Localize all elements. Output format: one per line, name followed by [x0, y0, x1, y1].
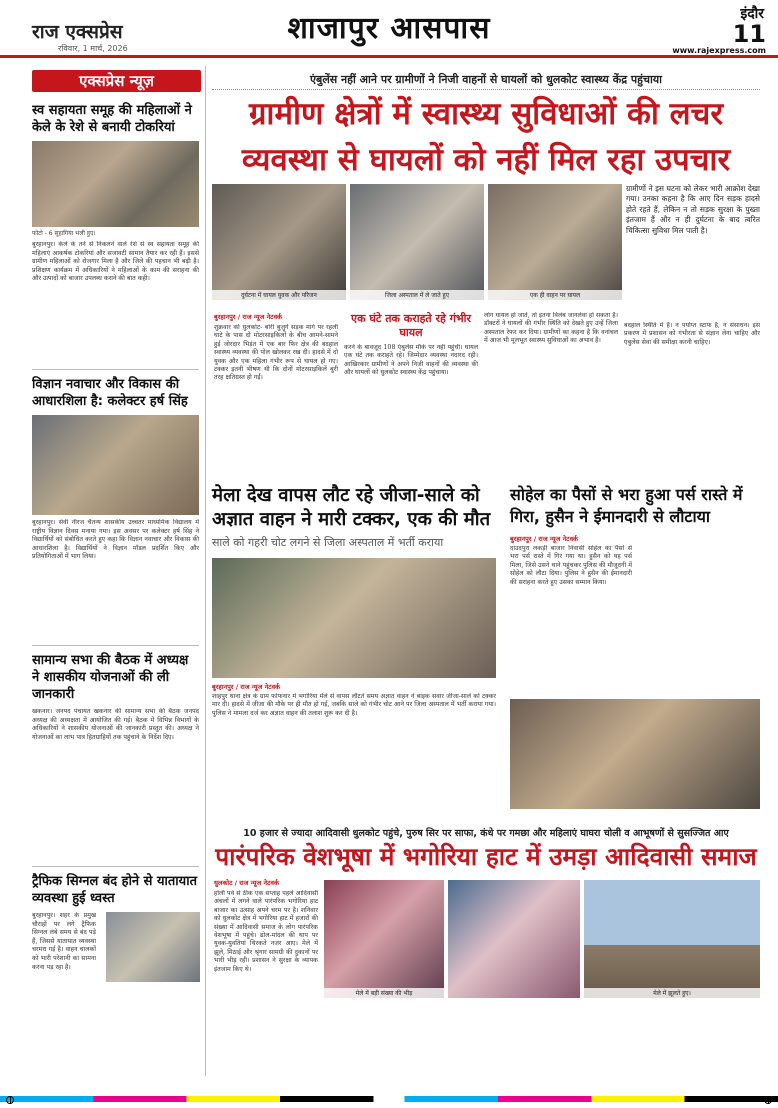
- story-jija-sale: [212, 484, 496, 797]
- lead-sidebar-text: ग्रामीणों ने इस घटना को लेकर भारी आक्रोश देखा गया। उनका कहना है कि आए दिन सड़क हादसे होते रहते हैं, लेकिन न तो सड़क सुरक्षा के पुख्ता इंतजाम हैं और न ही दुर्घटना के बाद त्वरित चिकित्सा सुविधा मिल पाती है।: [626, 184, 760, 314]
- lead-body-col-2: करने के बावजूद 108 एंबुलेंस मौके पर नहीं पहुंची। घायल एक घंटे तक कराहते रहे। जिम्मेदार व्यवस्था नदारद रही। आखिरकार ग्रामीणों ने अपने निजी वाहनों की व्यवस्था की और घायलों को धुलकोट स्वास्थ्य केंद्र पहुंचाया।: [344, 344, 478, 377]
- registration-mark: [6, 1096, 14, 1104]
- left-story-3: [32, 652, 205, 858]
- story-body: बुरहानपुर। सेवी नीरज चैतन्य शासकीय उच्चतर माध्यमिक विद्यालय में राष्ट्रीय विज्ञान दिवस मनाया गया। इस अवसर पर कलेक्टर हर्ष सिंह ने विद्यार्थियों को संबोधित करते हुए कहा कि विज्ञान नवाचार और विकास की आधारशिला है। विद्यार्थियों ने विज्ञान मॉडल प्रदर्शित किए और प्रतियोगिताओं में भाग लिया।: [32, 519, 199, 561]
- lead-photo-1: [212, 184, 346, 300]
- photo-caption: दुर्घटना में घायल युवक और परिजन: [212, 290, 346, 300]
- color-registration-bar: [0, 1096, 778, 1102]
- story-headline: ट्रैफिक सिग्नल बंद होने से यातायात व्यवस्था हुई ध्वस्त: [32, 874, 197, 906]
- lead-kicker: एंबुलेंस नहीं आने पर ग्रामीणों ने निजी वाहनों से घायलों को धुलकोट स्वास्थ्य केंद्र पहुंचाया: [212, 64, 760, 90]
- photo-caption: जिला अस्पताल में ले जाते हुए: [350, 290, 484, 300]
- story-headline: सोहेल का पैसों से भरा हुआ पर्स रास्ते में गिरा, हुसैन ने ईमानदारी से लौटाया: [510, 485, 743, 526]
- story-headline: मेला देख वापस लौट रहे जीजा-साले को अज्ञात वाहन ने मारी टक्कर, एक की मौत: [212, 485, 491, 530]
- story-headline: सामान्य सभा की बैठक में अध्यक्ष ने शासकीय योजनाओं की ली जानकारी: [32, 653, 189, 702]
- story-spacer: [638, 545, 760, 695]
- lead-subhead: एक घंटे तक कराहते रहे गंभीर घायल: [351, 312, 471, 339]
- story-deck: साले को गहरी चोट लगने से जिला अस्पताल में भर्ती कराया: [212, 536, 444, 549]
- lead-headline-line-1: ग्रामीण क्षेत्रों में स्वास्थ्य सुविधाओं की लचर: [248, 96, 724, 132]
- left-story-2: [32, 376, 205, 637]
- story-body: दाउदपुरा लकड़ी बाजार निवासी सोहेल का पैसों से भरा पर्स रास्ते में गिर गया था। हुसैन को यह पर्स मिला, जिसे उसने थाने पहुंचकर पुलिस की मौजूदगी में सोहेल को लौटा दिया। पुलिस ने हुसैन की ईमानदारी की सराहना करते हुए उसका सम्मान किया।: [510, 545, 632, 586]
- lead-photo-2: [350, 184, 484, 300]
- photo-caption: मेले में बड़ी संख्या की भीड़: [324, 988, 444, 998]
- story-purse-returned: [510, 484, 760, 809]
- bhagoria-headline: पारंपरिक वेशभूषा में भगोरिया हाट में उमड़ा आदिवासी समाज: [215, 842, 757, 871]
- story-body: शाहपुर थाना क्षेत्र के ग्राम फोफनार में भगोरिया मेले से वापस लौटते समय अज्ञात वाहन ने बाइक सवार जीजा-साले को टक्कर मार दी। हादसे में जीजा की मौके पर ही मौत हो गई, जबकि साले को गंभीर चोट आने पर जिला अस्पताल में भर्ती कराया गया। पुलिस ने मामला दर्ज कर अज्ञात वाहन की तलाश शुरू कर दी है।: [212, 693, 496, 717]
- page-number: 11: [732, 20, 766, 48]
- registration-mark: [764, 1096, 772, 1104]
- masthead: [0, 0, 778, 58]
- bhagoria-byline: धुलकोट / राज न्यूज नेटवर्क: [214, 879, 279, 887]
- left-story-1: [32, 102, 205, 361]
- left-news-column: [32, 66, 206, 1076]
- lead-body-col-1: शुक्रवार को धुलकोट- बोरी बुजुर्ग सड़क मार्ग पर रहली घाटे के पास दो मोटरसाइकिलों के बीच आमने-सामने हुई जोरदार भिड़ंत में एक बार फिर क्षेत्र की बदहाल स्वास्थ्य व्यवस्था की पोल खोलकर रख दी। हादसे में दो युवक और एक महिला गंभीर रूप से घायल हो गए। टक्कर इतनी भीषण थी कि दोनों मोटरसाइकिलें बुरी तरह क्षतिग्रस्त हो गईं।: [214, 324, 338, 382]
- bhagoria-body: होली पर्व से ठीक एक सप्ताह पहले आदिवासी अंचलों में लगने वाले पारंपरिक भगोरिया हाट बाजार का उत्साह अपने चरम पर है। शनिवार को धुलकोट क्षेत्र में भगोरिया हाट में हजारों की संख्या में आदिवासी समाज के लोग पारंपरिक वेशभूषा में पहुंचे। ढोल-मांदल की थाप पर युवक-युवतियां थिरकते नजर आए। मेले में झूले, मिठाई और श्रृंगार सामग्री की दुकानों पर भारी भीड़ रही। प्रशासन ने सुरक्षा के व्यापक इंतजाम किए थे।: [214, 890, 318, 973]
- photo-caption: एक ही वाहन पर घायल: [488, 290, 622, 300]
- section-label: एक्सप्रेस न्यूज़: [32, 70, 201, 92]
- divider: [32, 866, 199, 867]
- page-title: शाजापुर आसपास: [287, 11, 491, 46]
- divider: [32, 369, 199, 370]
- edition-city: इंदौर: [740, 6, 764, 22]
- bhagoria-kicker: 10 हजार से ज्यादा आदिवासी धुलकोट पहुंचे, पुरुष सिर पर साफा, कंधे पर गमछा और महिलाएं घाघरा चोली व आभूषणों से सुसज्जित आए: [243, 828, 729, 839]
- lead-subhead-box: [344, 310, 478, 474]
- edition-date: रविवार, 1 मार्च, 2026: [58, 44, 128, 53]
- story-byline: बुरहानपुर / राज न्यूज नेटवर्क: [212, 683, 281, 691]
- story-body: खकनार। जनपद पंचायत खकनार की सामान्य सभा की बैठक जनपद अध्यक्ष की अध्यक्षता में आयोजित की गई। बैठक में विभिन्न विभागों के अधिकारियों ने शासकीय योजनाओं की जानकारी प्रस्तुत की। अध्यक्ष ने योजनाओं का लाभ पात्र हितग्राहियों तक पहुंचाने के निर्देश दिए।: [32, 708, 199, 741]
- story-body: बुरहानपुर। शहर के प्रमुख चौराहों पर लगे ट्रैफिक सिग्नल लंबे समय से बंद पड़े हैं, जिससे यातायात व्यवस्था चरमरा गई है। वाहन चालकों को भारी परेशानी का सामना करना पड़ रहा है।: [32, 912, 96, 971]
- news-photo: [32, 141, 199, 227]
- story-body: बुरहानपुर। केले के तने से निकलने वाले रेशे से स्व सहायता समूह की महिलाएं आकर्षक टोकरियां और सजावटी सामान तैयार कर रही हैं। इससे ग्रामीण महिलाओं को रोजगार मिला है और जिले की पहचान भी बढ़ी है। प्रशिक्षण कार्यक्रम में अधिकारियों ने महिलाओं के काम की सराहना की और उत्पादों को बाजार उपलब्ध कराने की बात कही।: [32, 241, 199, 283]
- lead-body-col-4: बदहाल स्थिति में हैं। न पर्याप्त स्टाफ है, न संसाधन। इस प्रकरण में प्रशासन को गंभीरता से संज्ञान लेना चाहिए और एंबुलेंस सेवा की समीक्षा करनी चाहिए।: [624, 322, 760, 346]
- divider: [32, 645, 199, 646]
- lead-body-col-3: लोग घायल हो जाते, तो इतना विलंब जानलेवा हो सकता है। डॉक्टरों ने घायलों की गंभीर स्थिति को देखते हुए उन्हें जिला अस्पताल रेफर कर दिया। ग्रामीणों का कहना है कि वनांचल में आज भी मूलभूत स्वास्थ्य सुविधाओं का अभाव है।: [484, 312, 618, 345]
- story-byline: बुरहानपुर / राज न्यूज नेटवर्क: [510, 535, 579, 543]
- bhagoria-photo-2: [448, 880, 580, 998]
- news-photo: [32, 415, 199, 515]
- lead-photo-3: [488, 184, 622, 300]
- bhagoria-photo-1: [324, 880, 444, 998]
- left-story-4: [32, 873, 205, 1012]
- photo-caption: फोटो - 6 सुहागिया भली हुए।: [32, 230, 96, 237]
- police-station-photo: [510, 699, 760, 809]
- brand-name: राज एक्सप्रेस: [32, 21, 123, 43]
- lead-story: [212, 64, 760, 182]
- bhagoria-photo-ferris-wheel: [584, 880, 760, 998]
- photo-caption: मेले में झूलते हुए।: [584, 988, 760, 998]
- story-headline: स्व सहायता समूह की महिलाओं ने केले के रेशे से बनायी टोकरियां: [32, 103, 192, 135]
- story-headline: विज्ञान नवाचार और विकास की आधारशिला है: कलेक्टर हर्ष सिंह: [32, 377, 188, 409]
- website-link[interactable]: www.rajexpress.com: [672, 46, 766, 55]
- accident-photo: [212, 558, 496, 678]
- traffic-photo: [106, 912, 200, 982]
- lead-byline: बुरहानपुर / राज न्यूज नेटवर्क: [214, 313, 283, 321]
- lead-headline-line-2: व्यवस्था से घायलों को नहीं मिल रहा उपचार: [241, 142, 731, 178]
